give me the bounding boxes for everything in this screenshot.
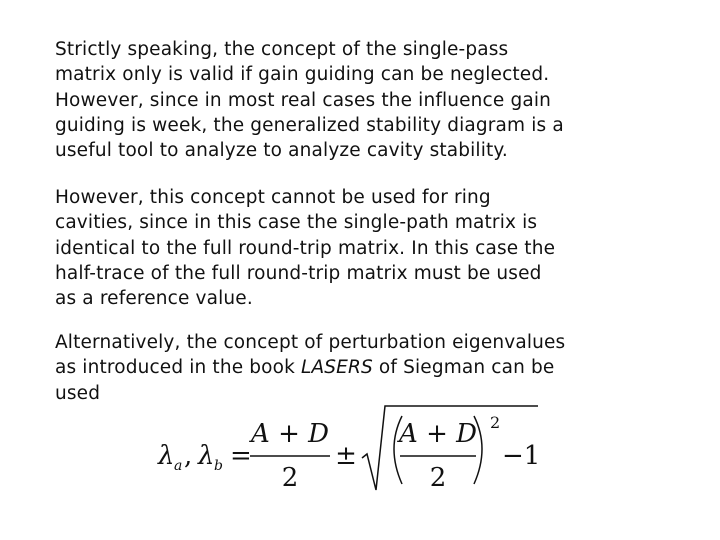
inner-fraction-denominator: 2: [429, 463, 447, 493]
fraction-denominator: 2: [281, 463, 299, 493]
paragraph-perturbation-eigenvalues: [55, 330, 665, 406]
subscript-a: a: [174, 458, 183, 474]
plus-minus-sign: ±: [335, 441, 357, 471]
equals-sign: =: [230, 441, 252, 471]
lambda-a-symbol: λ: [158, 441, 175, 471]
book-title-lasers: LASERS: [301, 357, 373, 379]
fraction-numerator: A + D: [251, 419, 329, 449]
inner-fraction-numerator: A + D: [399, 419, 477, 449]
paragraph-ring-cavities: However, this concept cannot be used for ring cavities, since in this case the single-path matrix is identical to the full round-trip matrix. In this case the half-trace of the full round-trip matrix must be used as a reference value.: [55, 187, 556, 310]
comma: ,: [184, 441, 193, 471]
minus-one: −1: [502, 441, 541, 471]
subscript-b: b: [214, 458, 223, 474]
eigenvalue-formula: [150, 398, 550, 498]
lambda-b-symbol: λ: [198, 441, 215, 471]
paragraph-gain-guiding: Strictly speaking, the concept of the single-pass matrix only is valid if gain guiding can be neglected. However, since in most real cases the influence gain guiding is week, the generalized stability diagram is a useful tool to analyze to analyze cavity stability.: [55, 39, 564, 162]
paragraph3-text-end: of Siegman can be used: [55, 357, 555, 404]
exponent-two: 2: [490, 413, 501, 432]
paragraph3-text-start: Alternatively, the concept of perturbation eigenvalues as introduced in the book: [55, 332, 566, 379]
